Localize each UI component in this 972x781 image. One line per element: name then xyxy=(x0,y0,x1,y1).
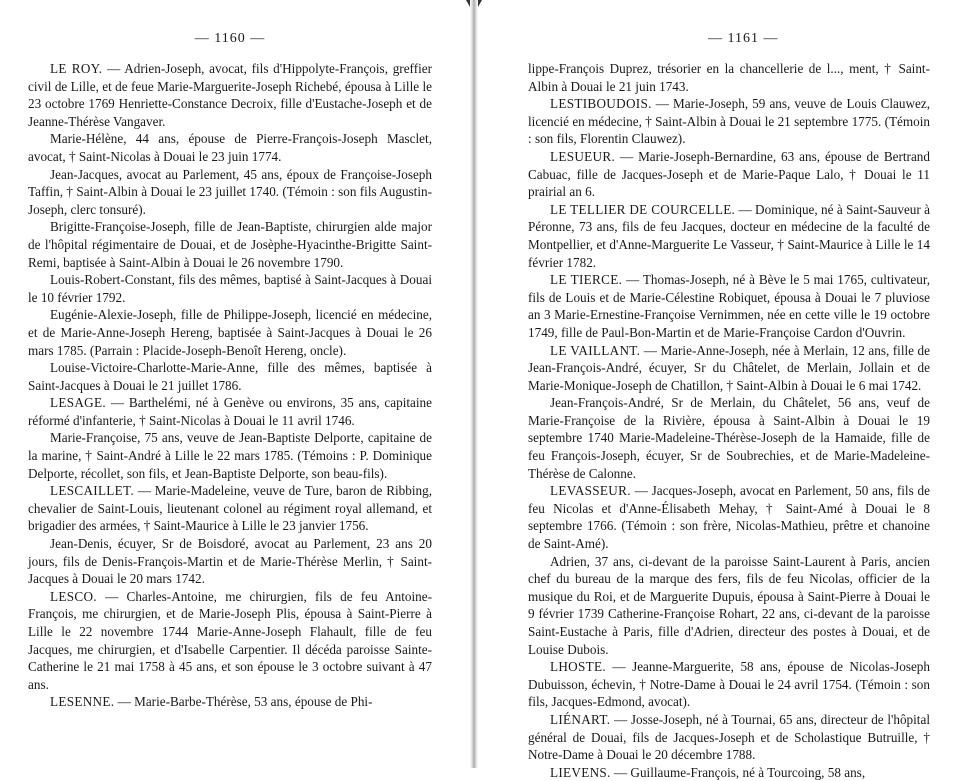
entry: Marie-Françoise, 75 ans, veuve de Jean-Baptiste Delporte, capitaine de la marine, † Saint-André à Lille le 22 mars 1785. (Témoins : P. Dominique Delporte, récollet, son fils, et Jean-Baptiste Delporte, son beau-fils). xyxy=(28,430,432,481)
entry: Jean-François-André, Sr de Merlain, du Châtelet, 56 ans, veuf de Marie-Françoise de la Rivière, épousa à Saint-Albin à Douai le 19 septembre 1740 Marie-Madeleine-Thérèse-Joseph de la Hamaide, fille de feu François-Joseph, écuyer, Sr de Soubrechies, et de Marie-Madeleine-Thérèse de Calonne. xyxy=(528,395,930,481)
entry: LE ROY. — Adrien-Joseph, avocat, fils d'Hippolyte-François, greffier civil de Lille, et de feue Marie-Marguerite-Joseph Richebé, épousa à Lille le 23 octobre 1769 Henriette-Constance Decroix, fille d'Eustache-Joseph et de Jeanne-Thérèse Vangaver. xyxy=(28,61,432,129)
right-page xyxy=(528,0,930,780)
entry: LESAGE. — Barthelémi, né à Genève ou environs, 35 ans, capitaine réformé d'infanterie, † Saint-Nicolas à Douai le 11 avril 1746. xyxy=(28,395,432,428)
book-gutter xyxy=(470,0,478,768)
entry: LHOSTE. — Jeanne-Marguerite, 58 ans, épouse de Nicolas-Joseph Dubuisson, échevin, † Notre-Dame à Douai le 24 avril 1754. (Témoin : son fils, Jacques-Edmond, avocat). xyxy=(528,659,930,710)
entry: LESENNE. — Marie-Barbe-Thérèse, 53 ans, épouse de Phi- xyxy=(50,694,373,710)
entry: Adrien, 37 ans, ci-devant de la paroisse Saint-Laurent à Paris, ancien chef du bureau de la marque des fers, fils de feu Nicolas, officier de la musique du Roi, et de Marguerite Dupuis, épousa à Saint-Pierre à Douai le 9 février 1739 Catherine-Françoise Rohart, 22 ans, ci-devant de la paroisse Saint-Eustache à Paris, fille d'Adrien, directeur des postes à Douai, et de Louise Dubois. xyxy=(528,553,930,657)
entry: Marie-Hélène, 44 ans, épouse de Pierre-François-Joseph Masclet, avocat, † Saint-Nicolas à Douai le 23 juin 1774. xyxy=(28,131,432,164)
entry: Jean-Denis, écuyer, Sr de Boisdoré, avocat au Parlement, 23 ans 20 jours, fils de Denis-François-Martin et de Marie-Thérèse Merlin, † Saint-Jacques à Douai le 20 mars 1742. xyxy=(28,536,432,587)
entry: Jean-Jacques, avocat au Parlement, 45 ans, époux de Françoise-Joseph Taffin, † Saint-Albin à Douai le 23 juillet 1740. (Témoin : son fils Augustin-Joseph, clerc tonsuré). xyxy=(28,166,432,217)
entry: Eugénie-Alexie-Joseph, fille de Philippe-Joseph, licencié en médecine, et de Marie-Anne-Joseph Hereng, baptisée à Saint-Jacques à Douai le 26 mars 1785. (Parrain : Placide-Joseph-Benoît Hereng, oncle). xyxy=(28,307,432,358)
entry: Brigitte-Françoise-Joseph, fille de Jean-Baptiste, chirurgien alde major de l'hôpital régimentaire de Douai, et de Josèphe-Hyacinthe-Brigitte Saint-Remi, baptisée à Saint-Albin à Douai le 26 novembre 1790. xyxy=(28,219,432,270)
entry: LESUEUR. — Marie-Joseph-Bernardine, 63 ans, épouse de Bertrand Cabuac, fille de Jacques-Joseph et de Marie-Paque Lalo, † Douai le 11 prairial an 6. xyxy=(528,148,930,200)
page-number-left: — 1160 — xyxy=(194,31,266,46)
entry: Louis-Robert-Constant, fils des mêmes, baptisé à Saint-Jacques à Douai le 10 février 1792. xyxy=(28,272,432,305)
entry-continuation: lippe-François Duprez, trésorier en la chancellerie de l..., ment, † Saint-Albin à Douai le 21 juin 1743. xyxy=(528,61,930,94)
entry: Louise-Victoire-Charlotte-Marie-Anne, fille des mêmes, baptisée à Saint-Jacques à Douai le 21 juillet 1786. xyxy=(28,360,432,393)
page-number-right: — 1161 — xyxy=(708,31,779,46)
left-entries xyxy=(28,60,432,711)
entry: LESCO. — Charles-Antoine, me chirurgien, fils de feu Antoine-François, me chirurgien, et de Marie-Joseph Plis, épousa à Saint-Pierre à Lille le 22 novembre 1744 Marie-Anne-Joseph Flahault, fille de feu Jacques, me chirurgien, et d'Isabelle Carpentier. Il décéda paroisse Sainte-Catherine le 21 mai 1758 à 45 ans, et son épouse le 3 octobre suivant à 47 ans. xyxy=(28,588,432,692)
entry: LEVASSEUR. — Jacques-Joseph, avocat en Parlement, 50 ans, fils de feu Nicolas et d'Anne-Élisabeth Mehay, † Saint-Amé à Douai le 8 septembre 1766. (Témoin : son frère, Nicolas-Mathieu, prêtre et chanoine de Saint-Amé). xyxy=(528,483,930,552)
right-entries xyxy=(528,60,930,781)
entry: LIEVENS. — Guillaume-François, né à Tourcoing, 58 ans, xyxy=(550,764,866,780)
entry: LIÉNART. — Josse-Joseph, né à Tournai, 65 ans, directeur de l'hôpital général de Douai, fils de Jacques-Joseph et de Scholastique Butruille, † Notre-Dame à Douai le 20 décembre 1788. xyxy=(528,711,930,763)
entry: LE TIERCE. — Thomas-Joseph, né à Bève le 5 mai 1765, cultivateur, fils de Louis et de Marie-Célestine Robiquet, épousa à Douai le 7 pluviose an 3 Marie-Ernestine-Françoise Vernimmen, née en cette ville le 19 octobre 1749, fille de Paul-Bon-Martin et de Marie-Françoise Cardon d'Ouvrin. xyxy=(528,272,930,340)
entry: LESCAILLET. — Marie-Madeleine, veuve de Ture, baron de Ribbing, chevalier de Saint-Louis, lieutenant colonel au régiment royal allemand, et brigadier des armées, † Saint-Maurice à Lille le 23 janvier 1756. xyxy=(28,483,432,534)
entry: LESTIBOUDOIS. — Marie-Joseph, 59 ans, veuve de Louis Clauwez, licencié en médecine, † Saint-Albin à Douai le 21 septembre 1775. (Témoin : son fils, Florentin Clauwez). xyxy=(528,96,930,147)
entry: LE TELLIER DE COURCELLE. — Dominique, né à Saint-Sauveur à Péronne, 73 ans, fils de feu Jacques, docteur en médecine de la faculté de Montpellier, et d'Anne-Marguerite Le Vasseur, † Saint-Maurice à Lille le 14 février 1782. xyxy=(528,201,930,270)
entry: LE VAILLANT. — Marie-Anne-Joseph, née à Merlain, 12 ans, fille de Jean-François-André, écuyer, Sr du Châtelet, de Merlain, Jollain et de Marie-Monique-Joseph de Chatillon, † Saint-Albin à Douai le 6 mai 1742. xyxy=(528,342,930,393)
left-page xyxy=(28,0,432,768)
